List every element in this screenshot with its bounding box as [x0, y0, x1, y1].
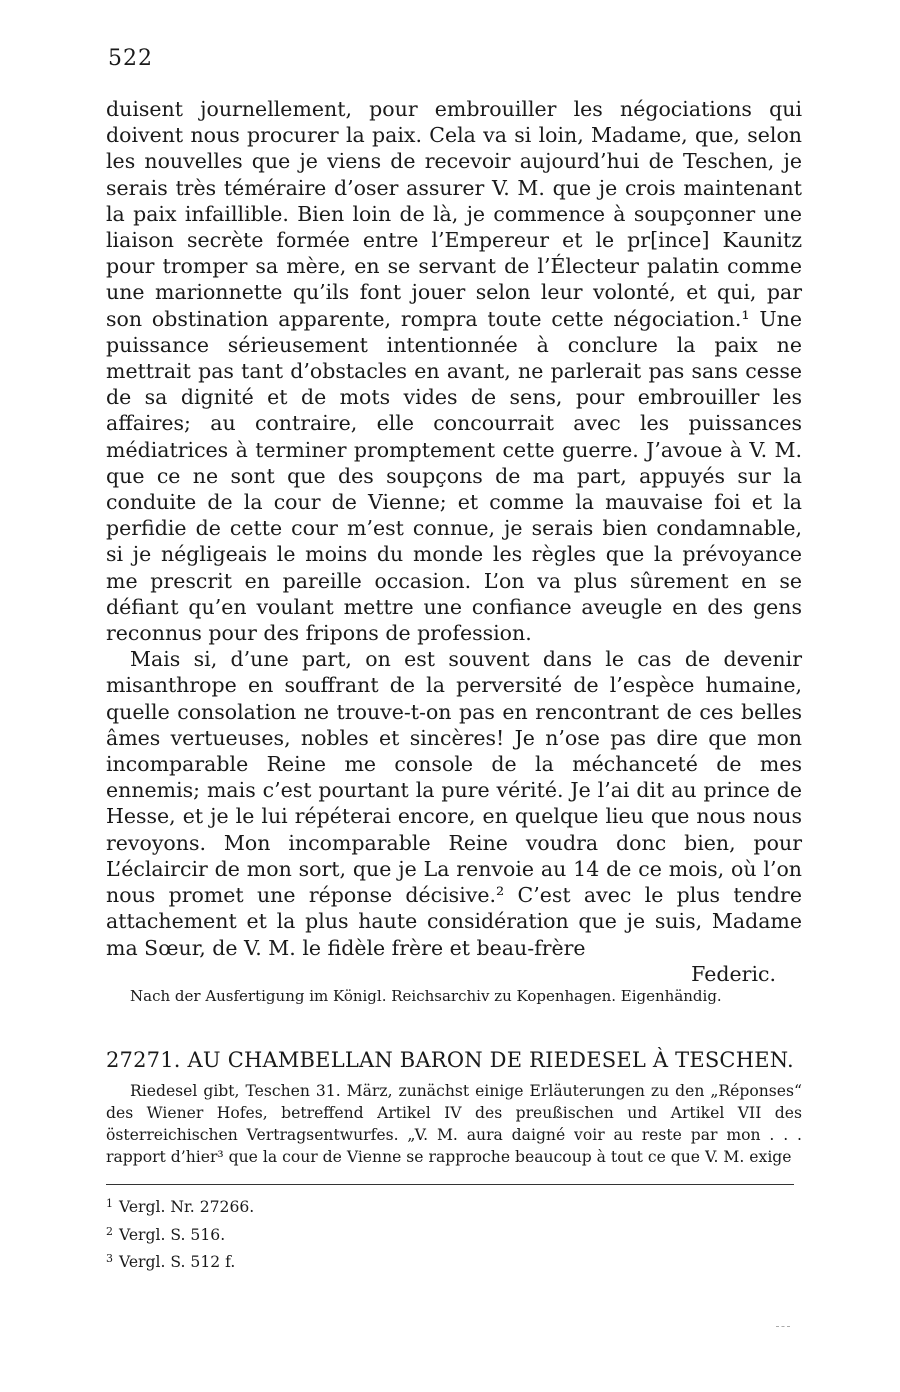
letter-signature: Federic.: [691, 961, 776, 986]
footnote-2: [106, 1220, 254, 1248]
footnote-3: [106, 1247, 254, 1275]
scan-edge-mark: [776, 1326, 790, 1327]
footnote-mark: 3: [106, 1252, 113, 1265]
footnote-text: Vergl. S. 512 f.: [119, 1253, 236, 1271]
footnote-1: [106, 1192, 254, 1220]
footnote-mark: 2: [106, 1224, 113, 1238]
letter-paragraph-2: Mais si, d’une part, on est souvent dans le cas de devenir misanthrope en souffrant de la perversité de l’espèce humaine, quelle consolation ne trouve-t-on pas en rencontrant de ces belles âmes vertueuses, nobles et sincères! Je n’ose pas dire que mon incomparable Reine me console de la méchanceté de mes ennemis; mais c’est pourtant la pure vérité. Je l’ai dit au prince de Hesse, et je le lui répéterai encore, en quelque lieu que nous nous revoyons. Mon incomparable Reine voudra donc bien, pour L’éclaircir de mon sort, que je La renvoie au 14 de ce mois, où l’on nous promet une réponse décisive.² C’est avec le plus tendre attachement et la plus haute considération que je suis, Madame ma Sœur, de V. M. le fidèle frère et beau-frère: [106, 647, 802, 960]
document-summary: [106, 1080, 802, 1168]
source-note: Nach der Ausfertigung im Königl. Reichsarchiv zu Kopenhagen. Eigenhändig.: [130, 987, 722, 1005]
document-heading: 27271. AU CHAMBELLAN BARON DE RIEDESEL À TESCHEN.: [106, 1048, 794, 1072]
footnote-divider: [106, 1184, 794, 1185]
footnote-text: Vergl. Nr. 27266.: [119, 1198, 255, 1216]
summary-paragraph: Riedesel gibt, Teschen 31. März, zunächst einige Erläuterungen zu den „Réponses“ des Wiener Hofes, betreffend Artikel IV des preußischen und Artikel VII des österreichischen Vertragsentwurfes. „V. M. aura daigné voir au reste par mon . . . rapport d’hier³ que la cour de Vienne se rapproche beaucoup à tout ce que V. M. exige: [106, 1082, 802, 1166]
letter-body: [106, 96, 802, 987]
footnote-mark: 1: [106, 1197, 113, 1210]
page-number: 522: [108, 46, 153, 71]
letter-paragraph-1: duisent journellement, pour embrouiller les négociations qui doivent nous procurer la paix. Cela va si loin, Madame, que, selon les nouvelles que je viens de recevoir aujourd’hui de Teschen, je serais très téméraire d’oser assurer V. M. que je crois maintenant la paix infaillible. Bien loin de là, je commence à soupçonner une liaison secrète formée entre l’Empereur et le pr[ince] Kaunitz pour tromper sa mère, en se servant de l’Électeur palatin comme une marionnette qu’ils font jouer selon leur volonté, et qui, par son obstination apparente, rompra toute cette négociation.¹ Une puissance sérieusement intentionnée à conclure la paix ne mettrait pas tant d’obstacles en avant, ne parlerait pas sans cesse de sa dignité et de mots vides de sens, pour embrouiller les affaires; au contraire, elle concourrait avec les puissances médiatrices à terminer promptement cette guerre. J’avoue à V. M. que ce ne sont que des soupçons de ma part, appuyés sur la conduite de la cour de Vienne; et comme la mauvaise foi et la perfidie de cette cour m’est connue, je serais bien condamnable, si je négligeais le moins du monde les règles que la prévoyance me prescrit en pareille occasion. L’on va plus sûrement en se défiant qu’en voulant mettre une confiance aveugle en des gens reconnus pour des fripons de profession.: [106, 97, 802, 646]
footnote-text: Vergl. S. 516.: [119, 1225, 226, 1244]
footnotes: [106, 1192, 254, 1275]
